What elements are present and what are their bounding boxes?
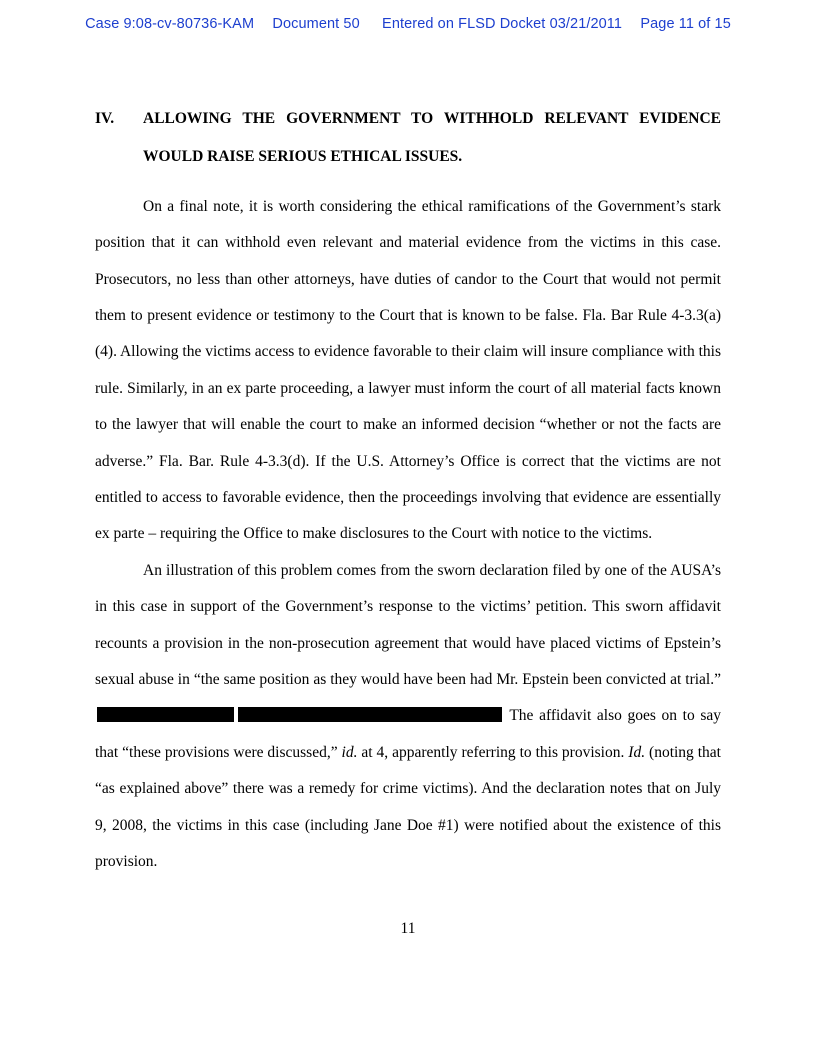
paragraph-two-text-b: The affidavit also goes on to say that “these provisions were discussed,” <box>95 707 721 761</box>
paragraph-two-text-d: (noting that “as explained above” there was a remedy for crime victims). And the declaration notes that on July 9, 2008, the victims in this case (including Jane Doe #1) were notified about the existence of this provision. <box>95 743 721 871</box>
citation-id-1: id. <box>341 743 358 761</box>
section-heading-number: IV. <box>95 110 115 127</box>
paragraph-two-text-a: An illustration of this problem comes from the sworn declaration filed by one of the AUSA’s in this case in support of the Government’s response to the victims’ petition. This sworn affidavit recounts a provision in the non-prosecution agreement that would have placed victims of Epstein’s sexual abuse in “the same position as they would have been had Mr. Epstein been convicted at trial.” <box>95 561 721 688</box>
header-page: Page 11 of 15 <box>640 16 731 32</box>
document-body <box>95 110 721 880</box>
redaction-block-2 <box>238 707 502 722</box>
section-heading-line2: WOULD RAISE SERIOUS ETHICAL ISSUES. <box>143 147 463 165</box>
header-case: Case 9:08-cv-80736-KAM <box>85 16 255 32</box>
section-heading-text <box>143 110 721 167</box>
header-entered: Entered on FLSD Docket 03/21/2011 <box>382 16 623 32</box>
paragraph-two-text-c: at 4, apparently referring to this provision. <box>357 743 629 761</box>
cm-ecf-header <box>0 16 816 32</box>
page-number: 11 <box>400 920 416 937</box>
paragraph-two <box>95 553 721 881</box>
section-heading-line1: ALLOWING THE GOVERNMENT TO WITHHOLD RELEVANT EVIDENCE <box>143 110 721 127</box>
citation-id-2: Id. <box>628 743 646 761</box>
paragraph-one: On a final note, it is worth considering the ethical ramifications of the Government’s stark position that it can withhold even relevant and material evidence from the victims in this case. Prosecutors, no less than other attorneys, have duties of candor to the Court that would not permit them to present evidence or testimony to the Court that is known to be false. Fla. Bar Rule 4-3.3(a)(4). Allowing the victims access to evidence favorable to their claim will insure compliance with this rule. Similarly, in an ex parte proceeding, a lawyer must inform the court of all material facts known to the lawyer that will enable the court to make an informed decision “whether or not the facts are adverse.” Fla. Bar. Rule 4-3.3(d). If the U.S. Attorney’s Office is correct that the victims are not entitled to access to favorable evidence, then the proceedings involving that evidence are essentially ex parte – requiring the Office to make disclosures to the Court with notice to the victims. <box>95 197 721 543</box>
redaction-block-1 <box>97 707 234 722</box>
section-heading <box>95 110 721 167</box>
header-document: Document 50 <box>272 16 360 32</box>
